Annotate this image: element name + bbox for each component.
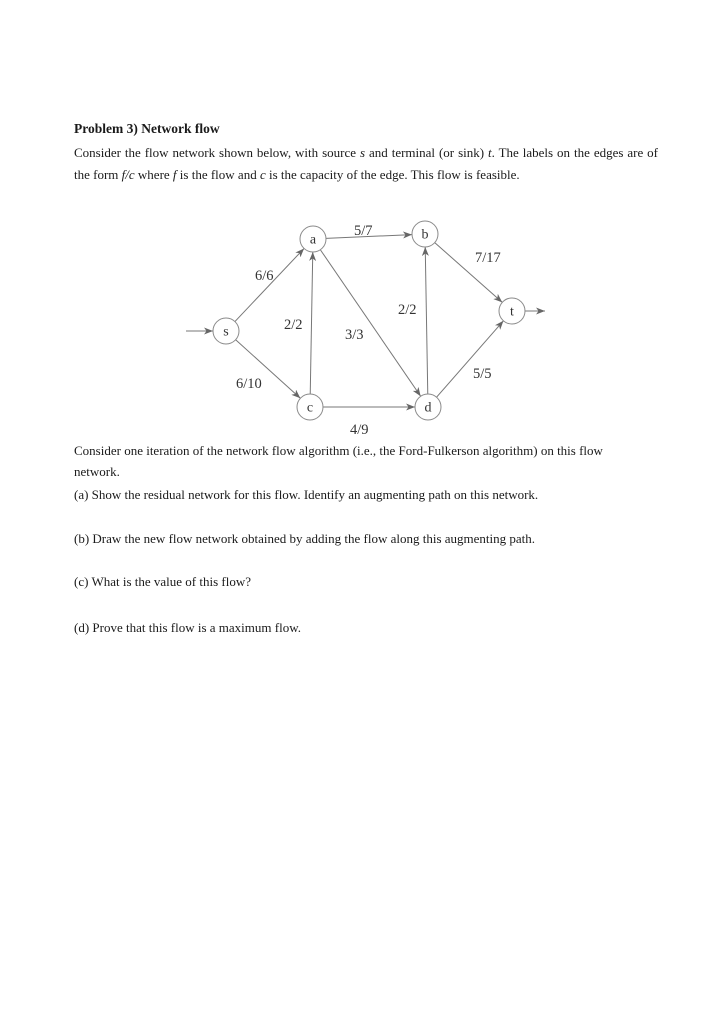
- question-b: (b) Draw the new flow network obtained by adding the flow along this augmenting path.: [74, 531, 536, 546]
- edge-d-t: [437, 321, 504, 397]
- edge-label-s-c: 6/10: [236, 376, 262, 392]
- flow-network-diagram: [184, 208, 556, 440]
- problem-title: Problem 3) Network flow: [74, 121, 220, 136]
- edge-label-a-d: 3/3: [345, 327, 364, 343]
- edge-label-b-t: 7/17: [475, 250, 501, 266]
- problem-intro: [74, 142, 658, 185]
- node-label-d: d: [424, 400, 432, 416]
- question-d: (d) Prove that this flow is a maximum flow.: [74, 620, 301, 635]
- edge-a-d: [320, 250, 420, 397]
- edge-s-a: [235, 248, 304, 321]
- capacity-symbol: c: [259, 166, 266, 182]
- node-label-t: t: [510, 304, 514, 320]
- edge-d-b: [425, 247, 428, 394]
- question-a: (a) Show the residual network for this flow. Identify an augmenting path on this network.: [74, 487, 539, 502]
- intro-text: Consider the flow network shown below, with source: [74, 145, 360, 160]
- edge-label-c-d: 4/9: [350, 422, 369, 438]
- intro-text: where: [134, 166, 173, 182]
- flow-symbol: f: [172, 166, 177, 182]
- intro-text: and terminal (or sink): [365, 145, 489, 160]
- iteration-text: Consider one iteration of the network flow algorithm (i.e., the Ford-Fulkerson algorithm) on this flow network.: [74, 443, 603, 479]
- edge-label-s-a: 6/6: [255, 268, 274, 284]
- source-symbol: s: [359, 145, 366, 160]
- edge-label-d-b: 2/2: [398, 302, 417, 318]
- intro-text: . The labels on the edges are of the form: [74, 145, 659, 182]
- intro-text: is the capacity of the edge. This flow is feasible.: [265, 166, 520, 182]
- edge-label-c-a: 2/2: [284, 317, 303, 333]
- edge-label-d-t: 5/5: [473, 366, 492, 382]
- edge-c-a: [310, 252, 313, 394]
- node-label-s: s: [223, 324, 229, 340]
- node-label-c: c: [306, 400, 314, 416]
- node-label-a: a: [309, 232, 317, 248]
- label-form-symbol: f/c: [121, 166, 135, 182]
- node-label-b: b: [421, 227, 429, 243]
- edge-label-a-b: 5/7: [354, 223, 373, 239]
- flow-network-svg: [184, 208, 556, 440]
- intro-text: is the flow and: [176, 166, 260, 182]
- question-c: (c) What is the value of this flow?: [74, 574, 252, 589]
- sink-symbol: t: [488, 145, 492, 160]
